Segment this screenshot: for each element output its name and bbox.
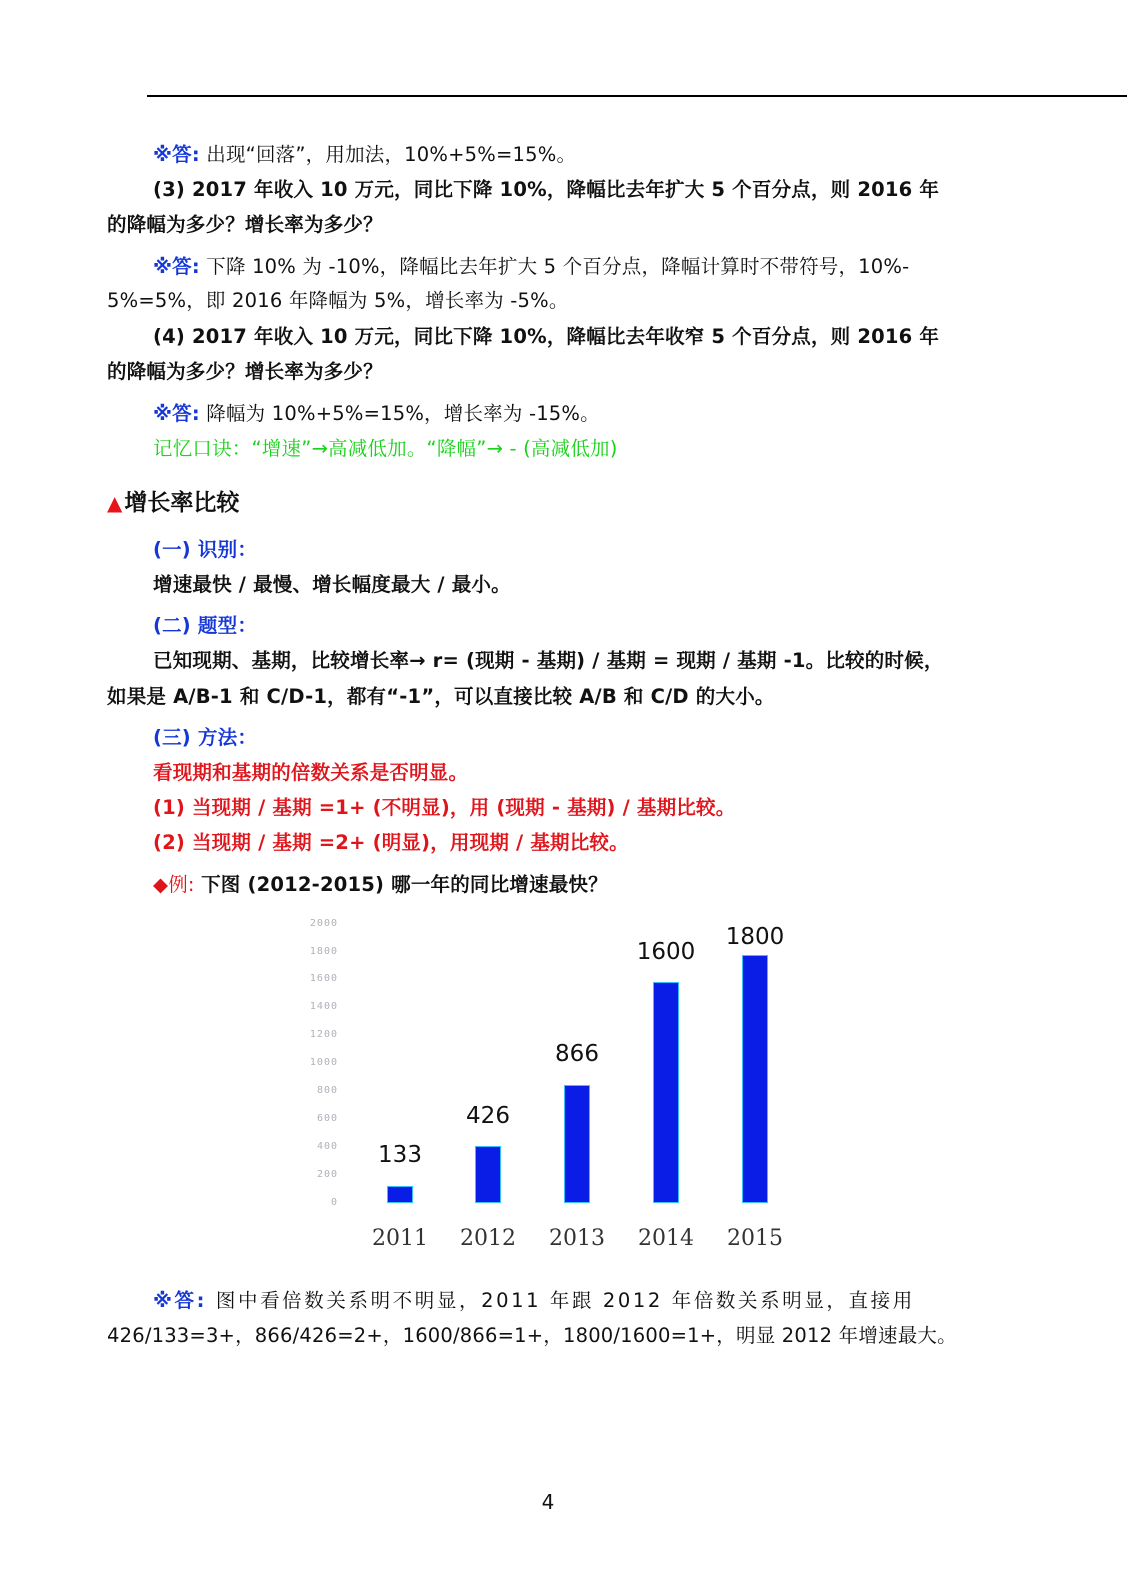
bar-label-2011: 133 [378, 1142, 422, 1168]
method-rule-2: (2) 当现期 / 基期 =2+ (明显)，用现期 / 基期比较。 [153, 831, 629, 854]
question-4-line1: (4) 2017 年收入 10 万元，同比下降 10%，降幅比去年收窄 5 个百分点，则 2016 年 [153, 325, 940, 348]
subsection-type-text2: 如果是 A/B-1 和 C/D-1，都有“-1”，可以直接比较 A/B 和 C/D 的大小。 [107, 685, 775, 708]
bar-2014 [653, 982, 679, 1203]
answer-prefix: ※答: [153, 143, 200, 166]
subsection-type-title: (二) 题型： [153, 614, 258, 637]
question-4-line2: 的降幅为多少？增长率为多少？ [107, 360, 383, 383]
bar-2011 [387, 1186, 413, 1203]
triangle-icon: ▲ [107, 491, 123, 515]
method-rule-1: (1) 当现期 / 基期 =1+ (不明显)，用 (现期 - 基期) / 基期比较。 [153, 796, 736, 819]
x-tick-2011: 2011 [372, 1226, 428, 1251]
x-tick-2012: 2012 [460, 1226, 516, 1251]
example-question: ◆例: 下图 (2012-2015) 哪一年的同比增速最快？ [153, 873, 608, 896]
bar-label-2014: 1600 [636, 939, 696, 965]
y-tick: 1200 [309, 1029, 338, 1040]
final-answer-line2: 426/133=3+，866/426=2+，1600/866=1+，1800/1600=1+，明显 2012 年增速最大。 [107, 1324, 957, 1347]
bar-2013 [564, 1085, 590, 1203]
bar-label-2015: 1800 [725, 924, 785, 950]
bar-label-2012: 426 [466, 1103, 510, 1129]
y-tick: 1000 [309, 1057, 338, 1068]
y-tick: 400 [316, 1141, 338, 1152]
header-rule [147, 95, 1127, 97]
final-answer-line1: ※答: 图中看倍数关系明不明显，2011 年跟 2012 年倍数关系明显，直接用 [153, 1289, 915, 1312]
y-tick: 600 [316, 1113, 338, 1124]
subsection-method-title: (三) 方法： [153, 726, 258, 749]
answer-4: ※答: 降幅为 10%+5%=15%，增长率为 -15%。 [153, 402, 600, 425]
subsection-identify-text: 增速最快 / 最慢、增长幅度最大 / 最小。 [153, 573, 511, 596]
question-3-line1: (3) 2017 年收入 10 万元，同比下降 10%，降幅比去年扩大 5 个百分点，则 2016 年 [153, 178, 940, 201]
answer-prefix: ※答: [153, 402, 200, 425]
page-number: 4 [541, 1490, 555, 1514]
x-tick-2013: 2013 [549, 1226, 605, 1251]
y-tick: 1400 [309, 1001, 338, 1012]
answer-prefix: ※答: [153, 255, 200, 278]
bar-label-2013: 866 [555, 1041, 599, 1067]
answer-3-line1: ※答: 下降 10% 为 -10%，降幅比去年扩大 5 个百分点，降幅计算时不带符号，10%- [153, 255, 910, 278]
subsection-identify-title: (一) 识别： [153, 538, 258, 561]
y-tick: 200 [316, 1169, 338, 1180]
x-tick-2014: 2014 [638, 1226, 694, 1251]
subsection-type-text1: 已知现期、基期，比较增长率→ r= (现期 - 基期) / 基期 = 现期 / 基期 -1。比较的时候， [153, 649, 944, 672]
y-tick: 1600 [309, 973, 338, 984]
y-tick: 1800 [309, 946, 338, 957]
y-tick: 0 [330, 1197, 338, 1208]
y-tick: 2000 [309, 918, 338, 929]
method-lead: 看现期和基期的倍数关系是否明显。 [153, 761, 469, 784]
bar-2012 [475, 1146, 501, 1203]
diamond-icon: ◆例: [153, 873, 195, 896]
x-tick-2015: 2015 [727, 1226, 783, 1251]
question-3-line2: 的降幅为多少？增长率为多少？ [107, 213, 383, 236]
answer-prefix: ※答: [153, 1289, 208, 1312]
y-tick: 800 [316, 1085, 338, 1096]
bar-chart [290, 910, 800, 1260]
answer-2: ※答: 出现“回落”，用加法，10%+5%=15%。 [153, 143, 577, 166]
bar-2015 [742, 955, 768, 1203]
mnemonic: 记忆口诀：“增速”→高减低加。“降幅”→ - (高减低加) [153, 437, 618, 460]
answer-3-line2: 5%=5%，即 2016 年降幅为 5%，增长率为 -5%。 [107, 289, 569, 312]
section-title: ▲增长率比较 [107, 490, 240, 516]
